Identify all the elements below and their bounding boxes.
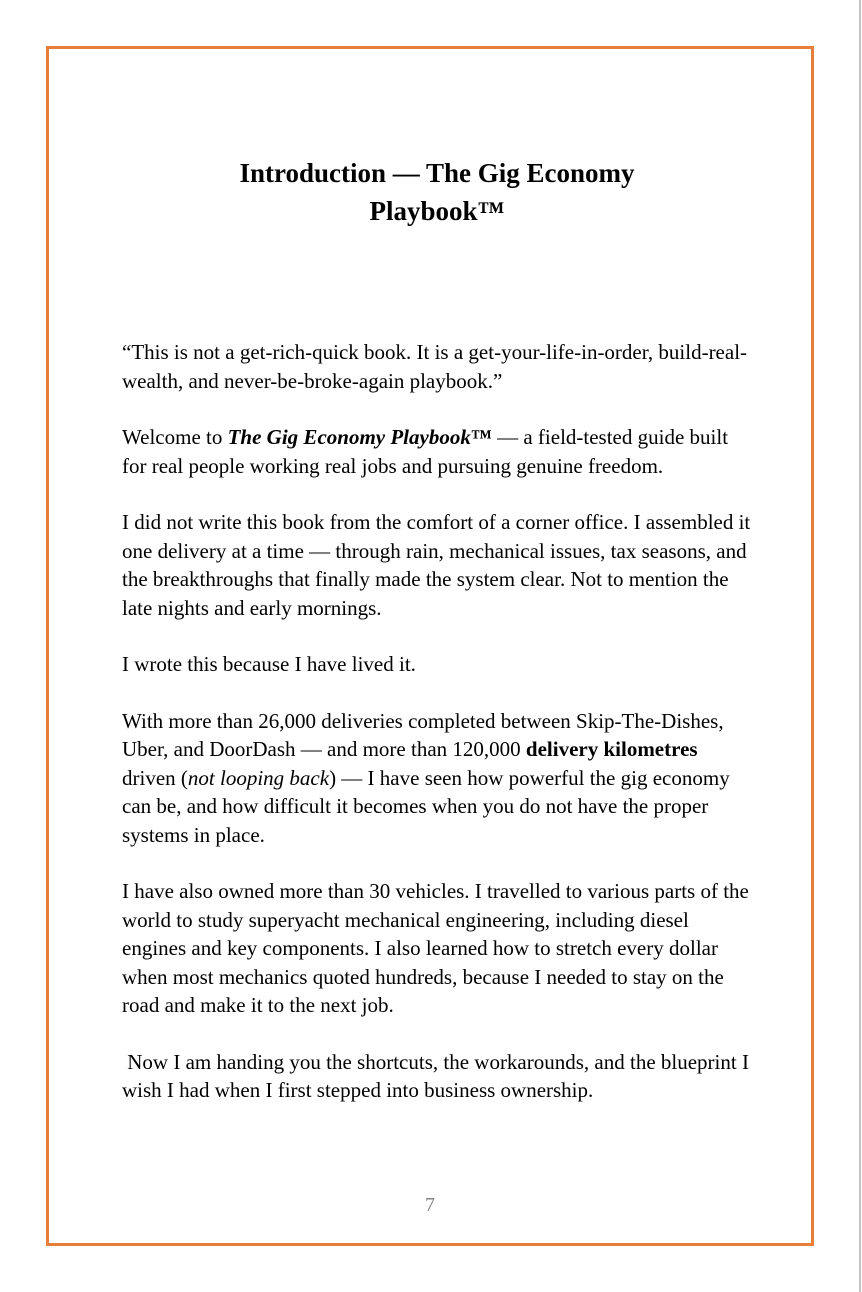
text-run: With more than 26,000 deliveries completed between Skip-The-Dishes, Uber, and DoorDash — and more than 120,000 — [122, 708, 724, 761]
page-number: 7 — [425, 1194, 435, 1216]
text-run: I have also owned more than 30 vehicles. I travelled to various parts of the world to study superyacht mechanical engineering, including diesel engines and key components. I also learned how to stretch every dollar when most mechanics quoted hundreds, because I needed to stay on the road and make it to the next job. — [122, 879, 749, 1017]
text-run: not looping back — [187, 765, 330, 790]
page-content — [122, 154, 752, 1105]
paragraph — [122, 1048, 752, 1105]
text-run: — a field-tested guide built for real people working real jobs and pursuing genuine freedom. — [122, 425, 729, 478]
text-run: delivery kilometres — [525, 737, 698, 761]
text-run: I wrote this because I have lived it. — [122, 652, 416, 676]
text-run: I did not write this book from the comfort of a corner office. I assembled it one delivery at a time — through rain, mechanical issues, tax seasons, and the breakthroughs that finally made the system clear. Not to mention the late nights and early mornings. — [122, 510, 751, 620]
text-run: “This is not a get-rich-quick book. It is a get-your-life-in-order, build-real-wealth, and never-be-broke-again playbook.” — [122, 340, 748, 393]
paragraphs — [122, 338, 752, 1105]
page-title — [122, 154, 752, 230]
paragraph — [122, 707, 752, 850]
text-run: Now I am handing you the shortcuts, the workarounds, and the blueprint I wish I had when I first stepped into business ownership. — [122, 1049, 749, 1102]
text-run: ™ — [470, 425, 492, 449]
text-run: The Gig Economy Playbook — [227, 425, 471, 449]
text-run: driven ( — [122, 765, 188, 790]
window-edge-line — [859, 0, 861, 1292]
page-title-line-1: Introduction — The Gig Economy — [239, 158, 635, 188]
page-title-line-2: Playbook™ — [369, 196, 505, 226]
paragraph — [122, 877, 752, 1020]
paragraph — [122, 508, 752, 622]
paragraph — [122, 423, 752, 480]
text-run: ) — I have seen how powerful the gig economy can be, and how difficult it becomes when you do not have the proper systems in place. — [122, 765, 730, 847]
text-run: Welcome to — [122, 425, 228, 449]
paragraph — [122, 338, 752, 395]
paragraph — [122, 650, 752, 679]
